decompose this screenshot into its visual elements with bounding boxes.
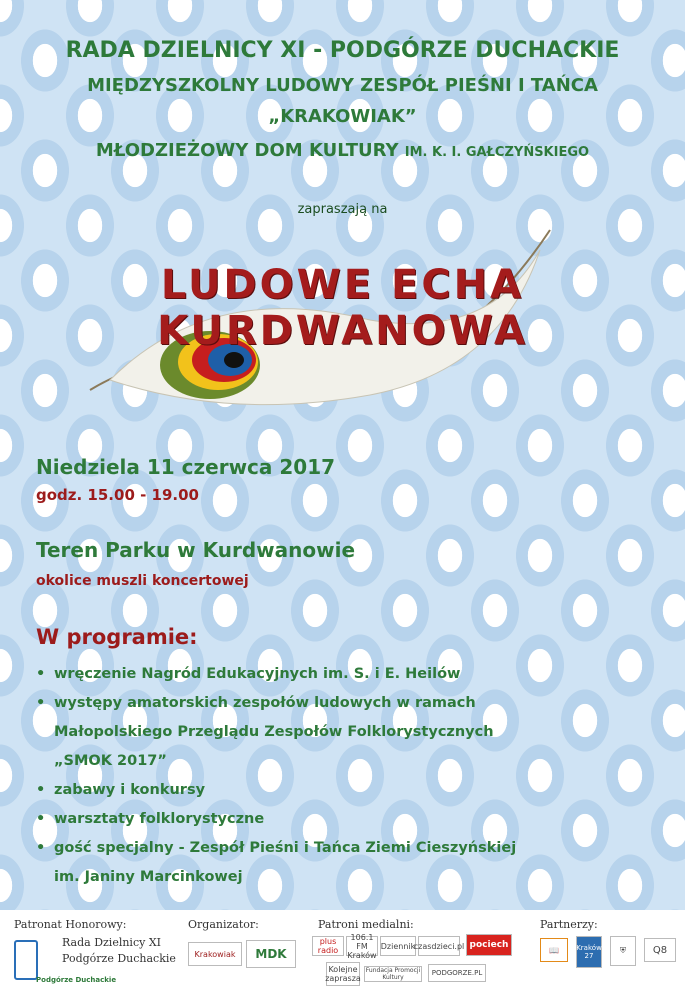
- event-hours: godz. 15.00 - 19.00: [36, 486, 199, 504]
- patronat-label: Patronat Honorowy:: [14, 918, 127, 931]
- krakowiak-logo: Krakowiak: [188, 942, 242, 966]
- organizer-line-2: MIĘDZYSZKOLNY LUDOWY ZESPÓŁ PIEŚNI I TAŃCA: [87, 75, 598, 96]
- podgorze-logo-icon: [14, 940, 38, 980]
- patronat-logo-text: Podgórze Duchackie: [36, 976, 117, 984]
- q8-logo: Q8: [644, 938, 676, 962]
- kolejne-logo: Kolejne zaprasza: [326, 962, 360, 986]
- event-place: Teren Parku w Kurdwanowie: [36, 538, 356, 562]
- event-date: Niedziela 11 czerwca 2017: [36, 455, 336, 479]
- plus-radio-logo: plus radio: [312, 936, 344, 956]
- patronat-name-2: Podgórze Duchackie: [62, 952, 176, 965]
- list-item: • wręczenie Nagród Edukacyjnych im. S. i E. Heilów: [36, 666, 461, 682]
- dziennik-logo: Dziennik: [380, 936, 416, 956]
- organizer-line-4-main: MŁODZIEŻOWY DOM KULTURY: [95, 140, 399, 161]
- list-item: • gość specjalny - Zespół Pieśni i Tańca Ziemi Cieszyńskiej im. Janiny Marcinkowej: [36, 840, 517, 885]
- list-item: • zabawy i konkursy: [36, 782, 206, 798]
- organizer-line-4-small: IM. K. I. GAŁCZYŃSKIEGO: [404, 145, 590, 160]
- crest-icon: ⛨: [610, 936, 636, 966]
- event-place-detail: okolice muszli koncertowej: [36, 573, 249, 589]
- program-title: W programie:: [36, 625, 198, 649]
- list-item: • występy amatorskich zespołów ludowych w ramach Małopolskiego Przeglądu Zespołów Folklorystycznych „SMOK 2017”: [36, 695, 494, 769]
- pociech-logo: pociech: [466, 934, 512, 956]
- partnerzy-label: Partnerzy:: [540, 918, 598, 931]
- krakow-27-logo: Kraków 27: [576, 936, 602, 968]
- book-icon: 📖: [540, 938, 568, 962]
- program-list: [36, 660, 656, 892]
- mdk-logo: MDK: [246, 940, 296, 968]
- organizer-line-3: „KRAKOWIAK”: [268, 106, 417, 127]
- fundacja-logo: Fundacja Promocji Kultury: [365, 967, 421, 981]
- patronat-name-1: Rada Dzielnicy XI: [62, 936, 161, 949]
- event-title: LUDOWE ECHA KURDWANOWA: [157, 262, 528, 354]
- radio-kraków-logo: 106.1 FM Kraków: [347, 932, 377, 960]
- organizer-line-1: RADA DZIELNICY XI - PODGÓRZE DUCHACKIE: [65, 38, 620, 63]
- sponsors-footer: [0, 910, 685, 1000]
- list-item: • warsztaty folklorystyczne: [36, 811, 265, 827]
- patroni-label: Patroni medialni:: [318, 918, 414, 931]
- organizer-line-4: [0, 140, 685, 161]
- podgorze-pl-logo: PODGORZE.PL: [428, 964, 486, 982]
- czasdzieci-logo: czasdzieci.pl: [418, 936, 460, 956]
- invite-text: zapraszają na: [297, 202, 388, 217]
- organizator-label: Organizator:: [188, 918, 259, 931]
